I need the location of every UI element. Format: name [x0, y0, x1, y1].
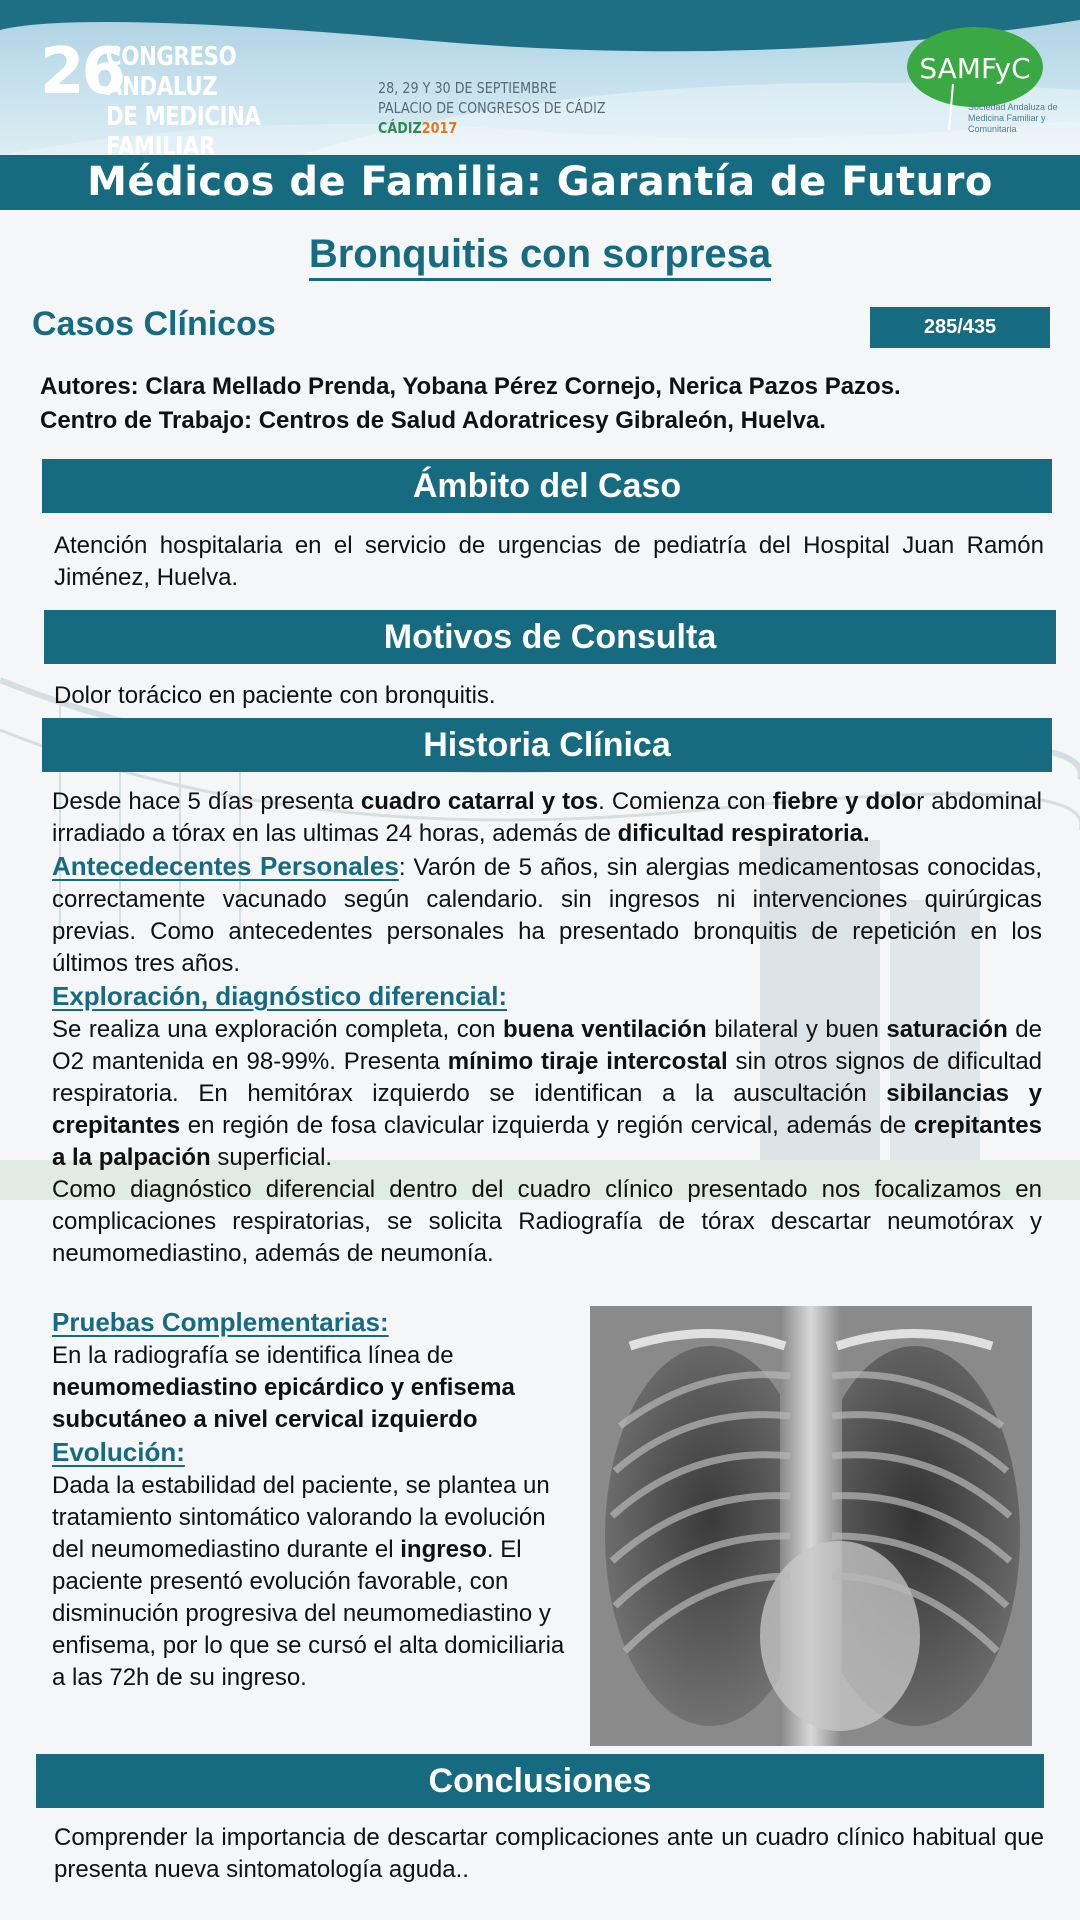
evolucion-heading: [52, 1436, 572, 1470]
text-run: bilateral y buen: [706, 1016, 887, 1043]
dates-line-2: PALACIO DE CONGRESOS DE CÁDIZ: [378, 99, 606, 117]
exploracion-heading: [52, 980, 1042, 1014]
antecedentes-text: : Varón de 5 años, sin alergias medicamentosas conocidas, correctamente vacunado según calendario. sin ingresos ni intervenciones quirúrgicas previas. Como antecedentes personales ha presentado bronquitis de repetición en los últimos tres años.: [52, 854, 1043, 977]
bold-run: crepitantes a la palpación: [52, 1112, 1042, 1171]
congress-number: 26: [40, 35, 124, 109]
exploracion-label: Exploración, diagnóstico diferencial:: [52, 981, 508, 1011]
dates-line-1: 28, 29 Y 30 DE SEPTIEMBRE: [378, 79, 557, 97]
section-ambito-heading: Ámbito del Caso: [42, 459, 1052, 513]
authors-block: [40, 370, 1050, 438]
bold-run: cuadro catarral y tos: [360, 788, 599, 815]
bold-run: buena ventilación: [503, 1016, 707, 1043]
text-run: sin otros signos de dificultad respiratoria. En hemitórax izquierdo se identifican a la auscultación: [52, 1048, 1043, 1107]
pruebas-paragraph: [52, 1340, 572, 1436]
text-run: . El paciente presentó evolución favorable, con disminución progresiva del neumomediastino y enfisema, por lo que se cursó el alta domiciliaria a las 72h de su ingreso.: [52, 1536, 565, 1691]
text-run: Desde hace 5 días presenta: [52, 788, 361, 815]
category-label: Casos Clínicos: [32, 305, 276, 343]
slogan-bar: Médicos de Familia: Garantía de Futuro: [0, 155, 1080, 210]
historia-paragraph: [52, 786, 1042, 850]
exploracion-paragraph: [52, 1014, 1042, 1174]
bold-run: fiebre y dolo: [772, 788, 917, 815]
section-motivos-text: Dolor torácico en paciente con bronquitis.: [54, 682, 496, 709]
text-run: Dada la estabilidad del paciente, se plantea un tratamiento sintomático valorando la evolución del neumomediastino durante el: [52, 1472, 550, 1563]
section-historia-heading: Historia Clínica: [42, 718, 1052, 772]
congress-dates: [378, 78, 606, 138]
workplace-line: Centro de Trabajo: Centros de Salud Adoratricesy Gibraleón, Huelva.: [40, 407, 826, 434]
section-ambito-text: Atención hospitalaria en el servicio de urgencias de pediatría del Hospital Juan Ramón Jiménez, Huelva.: [54, 532, 1044, 591]
antecedentes-paragraph: [52, 850, 1042, 980]
authors-line: Autores: Clara Mellado Prenda, Yobana Pérez Cornejo, Nerica Pazos Pazos.: [40, 373, 901, 400]
section-motivos-heading: Motivos de Consulta: [44, 610, 1056, 664]
evolucion-paragraph: [52, 1470, 572, 1694]
chest-xray-image: [590, 1306, 1032, 1746]
poster-code-badge: 285/435: [870, 307, 1050, 348]
city-year: [378, 118, 606, 138]
pruebas-evolucion-column: [52, 1306, 572, 1694]
evolucion-label: Evolución:: [52, 1437, 185, 1467]
text-run: de O2 mantenida en 98-99%. Presenta: [52, 1016, 1042, 1075]
congress-line-1: CONGRESO ANDALUZ: [106, 42, 237, 102]
bold-run: dificultad respiratoria.: [617, 820, 870, 847]
bold-run: sibilancias y crepitantes: [52, 1080, 1042, 1139]
text-run: . Comienza con: [598, 788, 773, 815]
bold-run: neumomediastino epicárdico y enfisema subcutáneo a nivel cervical izquierdo: [52, 1374, 515, 1433]
poster-title-text: Bronquitis con sorpresa: [309, 232, 771, 281]
section-conclusiones-heading: Conclusiones: [36, 1754, 1044, 1808]
text-run: superficial.: [210, 1144, 333, 1171]
bold-run: mínimo tiraje intercostal: [447, 1048, 728, 1075]
year-label: 2017: [421, 119, 458, 137]
section-conclusiones-text: Comprender la importancia de descartar complicaciones ante un cuadro clínico habitual que presenta nueva sintomatología aguda..: [54, 1824, 1044, 1883]
text-run: Se realiza una exploración completa, con: [52, 1016, 504, 1043]
antecedentes-label: Antecedecentes Personales: [52, 851, 399, 881]
text-run: r abdominal irradiado a tórax en las ultimas 24 horas, además de: [52, 788, 1042, 847]
bold-run: ingreso: [400, 1536, 487, 1563]
pruebas-label: Pruebas Complementarias:: [52, 1307, 389, 1337]
pruebas-heading: [52, 1306, 572, 1340]
logo-text: SAMFyC: [919, 52, 1031, 85]
bold-run: saturación: [886, 1016, 1008, 1043]
historia-body: [52, 786, 1042, 1270]
text-run: En la radiografía se identifica línea de: [52, 1342, 454, 1369]
congress-name: [106, 42, 327, 155]
text-run: en región de fosa clavicular izquierda y región cervical, además de: [180, 1112, 914, 1139]
congress-header: [0, 0, 1080, 155]
congress-line-2: DE MEDICINA FAMILIAR: [106, 102, 261, 155]
poster-title: [0, 232, 1080, 277]
logo-subtitle: Sociedad Andaluza de Medicina Familiar y Comunitaria: [968, 102, 1058, 134]
city-label: CÁDIZ: [378, 119, 422, 137]
diagnostico-paragraph: Como diagnóstico diferencial dentro del cuadro clínico presentado nos focalizamos en complicaciones respiratorias, se solicita Radiografía de tórax descartar neumotórax y neumomediastino, además de neumonía.: [52, 1176, 1042, 1267]
